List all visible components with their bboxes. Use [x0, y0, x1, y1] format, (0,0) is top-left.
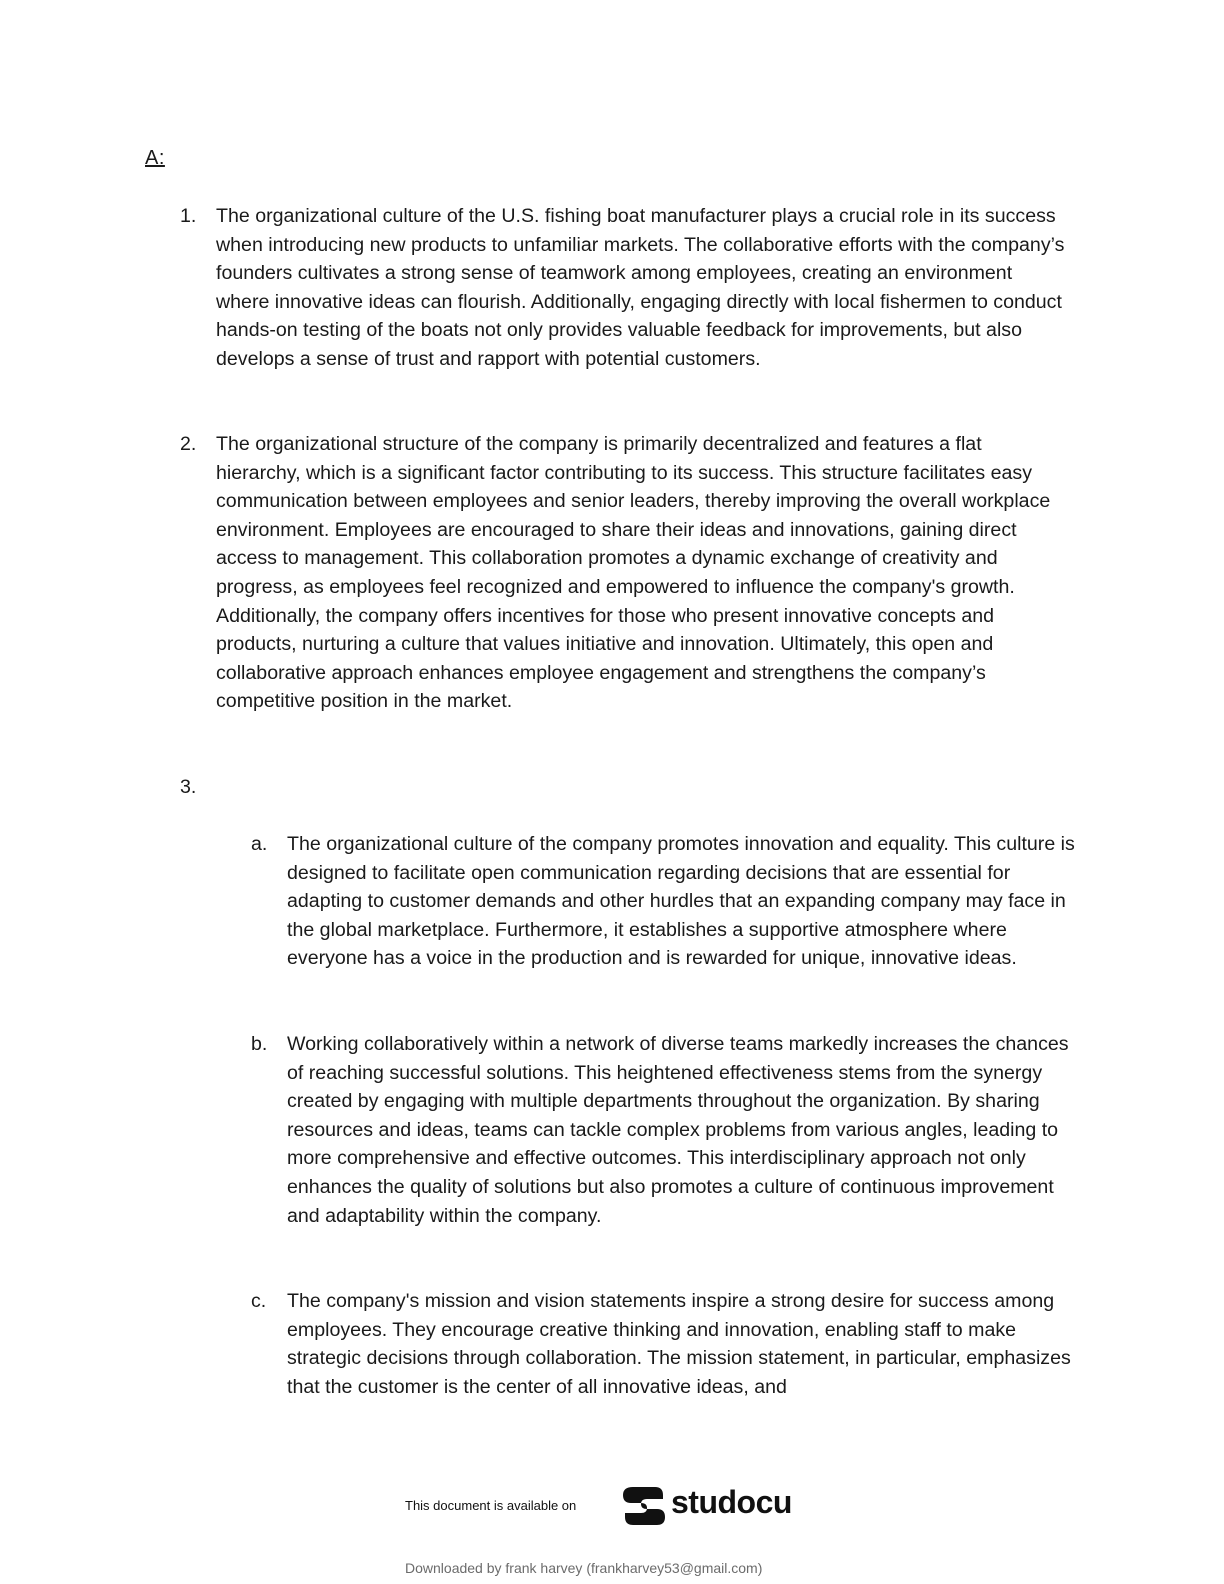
download-attribution: Downloaded by frank harvey (frankharvey53@gmail.com)	[405, 1560, 763, 1576]
sub-item-c	[251, 1287, 1076, 1407]
studocu-brand: studocu	[671, 1484, 792, 1520]
page-footer	[0, 1478, 1224, 1584]
sub-item-letter: c.	[251, 1290, 267, 1312]
list-item-text: The organizational culture of the U.S. fishing boat manufacturer plays a crucial role in its success when introducing new products to unfamiliar markets. The collaborative efforts with the company’s founders cultivates a strong sense of teamwork among employees, creating an environment where innovative ideas can flourish. Additionally, engaging directly with local fishermen to conduct hands-on testing of the boats not only provides valuable feedback for improvements, but also develops a sense of trust and rapport with potential customers.	[216, 205, 1065, 370]
sub-item-a	[251, 830, 1076, 1010]
sub-item-text: The company's mission and vision statements inspire a strong desire for success among employees. They encourage creative thinking and innovation, enabling staff to make strategic decisions through collaboration. The mission statement, in particular, emphasizes that the customer is the center of all innovative ideas, and	[287, 1290, 1071, 1398]
sub-item-text: The organizational culture of the company promotes innovation and equality. This culture is designed to facilitate open communication regarding decisions that are essential for adapting to customer demands and other hurdles that an expanding company may face in the global marketplace. Furthermore, it establishes a supportive atmosphere where everyone has a voice in the production and is rewarded for unique, innovative ideas.	[287, 833, 1075, 970]
list-number: 2.	[180, 433, 197, 455]
sub-item-text: Working collaboratively within a network of diverse teams markedly increases the chances of reaching successful solutions. This heightened effectiveness stems from the synergy created by engaging with multiple departments throughout the organization. By sharing resources and ideas, teams can tackle complex problems from various angles, leading to more comprehensive and effective outcomes. This interdisciplinary approach not only enhances the quality of solutions but also promotes a culture of continuous improvement and adaptability within the company.	[287, 1033, 1069, 1227]
list-item-1	[180, 202, 1070, 402]
list-number: 1.	[180, 205, 197, 227]
list-item-2	[180, 430, 1070, 750]
list-item-text: The organizational structure of the company is primarily decentralized and features a flat hierarchy, which is a significant factor contributing to its success. This structure facilitates easy communication between employees and senior leaders, thereby improving the overall workplace environment. Employees are encouraged to share their ideas and innovations, gaining direct access to management. This collaboration promotes a dynamic exchange of creativity and progress, as employees feel recognized and empowered to influence the company's growth. Additionally, the company offers incentives for those who present innovative concepts and products, nurturing a culture that values initiative and innovation. Ultimately, this open and collaborative approach enhances employee engagement and strengthens the company’s competitive position in the market.	[216, 433, 1051, 713]
sub-item-letter: a.	[251, 833, 268, 855]
sub-item-b	[251, 1030, 1076, 1265]
list-number: 3.	[180, 776, 197, 798]
studocu-logo-icon	[619, 1483, 669, 1529]
section-heading: A:	[145, 147, 165, 169]
availability-note: This document is available on	[405, 1498, 577, 1513]
list-item-3	[180, 773, 1070, 803]
sub-item-letter: b.	[251, 1033, 268, 1055]
